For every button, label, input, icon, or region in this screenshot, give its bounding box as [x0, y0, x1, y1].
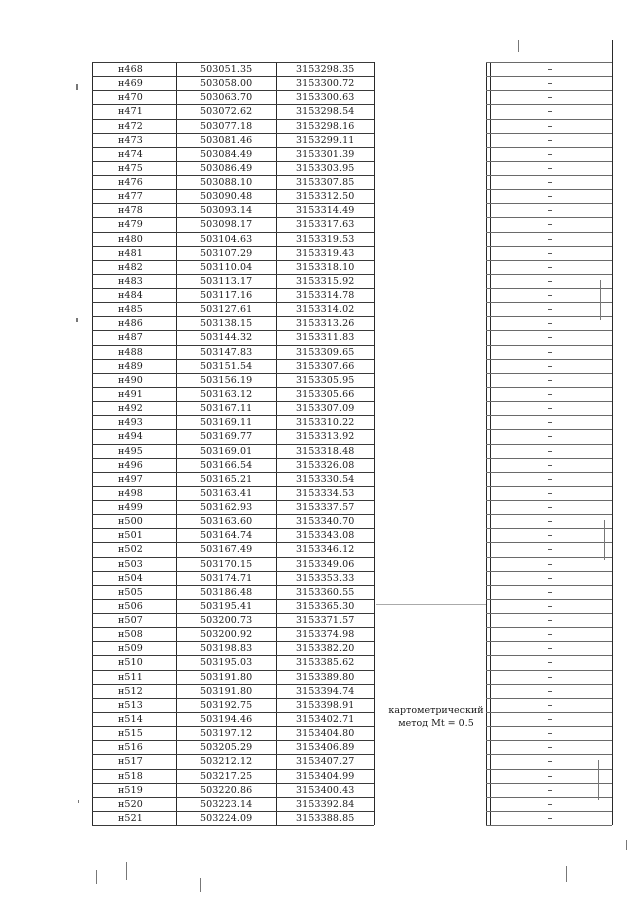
y-coordinate: 3153311.83 [296, 332, 355, 343]
point-id: н502 [118, 544, 143, 555]
point-id: н509 [118, 643, 143, 654]
y-coordinate: 3153330.54 [296, 474, 355, 485]
y-coordinate: 3153404.99 [296, 771, 355, 782]
x-coordinate: 503088.10 [200, 177, 253, 188]
point-id: н497 [118, 474, 143, 485]
y-coordinate: 3153398.91 [296, 700, 355, 711]
scan-artifact [76, 84, 78, 90]
right-column-row-rule [486, 288, 612, 289]
y-coordinate: 3153389.80 [296, 672, 355, 683]
row-dash-mark [548, 309, 552, 310]
y-coordinate: 3153301.39 [296, 149, 355, 160]
right-column-row-rule [486, 712, 612, 713]
y-coordinate: 3153307.09 [296, 403, 355, 414]
point-id: н513 [118, 700, 143, 711]
scan-artifact [604, 520, 605, 560]
right-column-row-rule [486, 76, 612, 77]
y-coordinate: 3153392.84 [296, 799, 355, 810]
method-line-1: картометрический [388, 705, 484, 716]
y-coordinate: 3153346.12 [296, 544, 355, 555]
y-coordinate: 3153314.78 [296, 290, 355, 301]
point-id: н505 [118, 587, 143, 598]
point-id: н472 [118, 121, 143, 132]
right-column-row-rule [486, 90, 612, 91]
row-dash-mark [548, 394, 552, 395]
x-coordinate: 503200.73 [200, 615, 253, 626]
table-vertical-rule [374, 62, 375, 825]
point-id: н469 [118, 78, 143, 89]
point-id: н492 [118, 403, 143, 414]
row-dash-mark [548, 422, 552, 423]
point-id: н486 [118, 318, 143, 329]
y-coordinate: 3153400.43 [296, 785, 355, 796]
right-column-row-rule [486, 359, 612, 360]
right-column-row-rule [486, 500, 612, 501]
row-dash-mark [548, 126, 552, 127]
y-coordinate: 3153298.16 [296, 121, 355, 132]
y-coordinate: 3153305.95 [296, 375, 355, 386]
right-column-row-rule [486, 345, 612, 346]
right-column-row-rule [486, 401, 612, 402]
row-dash-mark [548, 267, 552, 268]
y-coordinate: 3153313.26 [296, 318, 355, 329]
point-id: н516 [118, 742, 143, 753]
point-id: н493 [118, 417, 143, 428]
point-id: н475 [118, 163, 143, 174]
x-coordinate: 503051.35 [200, 64, 253, 75]
y-coordinate: 3153365.30 [296, 601, 355, 612]
row-dash-mark [548, 281, 552, 282]
right-column-row-rule [486, 655, 612, 656]
x-coordinate: 503163.60 [200, 516, 253, 527]
row-dash-mark [548, 154, 552, 155]
row-dash-mark [548, 352, 552, 353]
x-coordinate: 503200.92 [200, 629, 253, 640]
y-coordinate: 3153343.08 [296, 530, 355, 541]
y-coordinate: 3153312.50 [296, 191, 355, 202]
point-id: н508 [118, 629, 143, 640]
y-coordinate: 3153299.11 [296, 135, 355, 146]
scan-artifact [200, 878, 201, 892]
right-column-row-rule [486, 754, 612, 755]
right-column-row-rule [486, 811, 612, 812]
row-dash-mark [548, 634, 552, 635]
x-coordinate: 503224.09 [200, 813, 253, 824]
y-coordinate: 3153337.57 [296, 502, 355, 513]
right-column-row-rule [486, 316, 612, 317]
x-coordinate: 503072.62 [200, 106, 253, 117]
row-dash-mark [548, 578, 552, 579]
row-dash-mark [548, 210, 552, 211]
row-dash-mark [548, 733, 552, 734]
right-column-row-rule [486, 528, 612, 529]
scan-artifact [600, 280, 601, 320]
point-id: н489 [118, 361, 143, 372]
table-row-rule [92, 825, 374, 826]
row-dash-mark [548, 224, 552, 225]
row-dash-mark [548, 196, 552, 197]
row-dash-mark [548, 818, 552, 819]
right-column-row-rule [486, 698, 612, 699]
row-dash-mark [548, 549, 552, 550]
y-coordinate: 3153340.70 [296, 516, 355, 527]
x-coordinate: 503058.00 [200, 78, 253, 89]
right-column-row-rule [486, 415, 612, 416]
row-dash-mark [548, 719, 552, 720]
point-id: н468 [118, 64, 143, 75]
row-dash-mark [548, 111, 552, 112]
x-coordinate: 503174.71 [200, 573, 253, 584]
y-coordinate: 3153303.95 [296, 163, 355, 174]
right-column-row-rule [486, 387, 612, 388]
row-dash-mark [548, 662, 552, 663]
y-coordinate: 3153318.48 [296, 446, 355, 457]
scan-artifact [598, 760, 599, 800]
x-coordinate: 503117.16 [200, 290, 253, 301]
method-line-2: метод Mt = 0.5 [398, 718, 474, 729]
row-dash-mark [548, 83, 552, 84]
x-coordinate: 503081.46 [200, 135, 253, 146]
x-coordinate: 503169.01 [200, 446, 253, 457]
x-coordinate: 503156.19 [200, 375, 253, 386]
point-id: н521 [118, 813, 143, 824]
row-dash-mark [548, 168, 552, 169]
right-column-row-rule [486, 62, 612, 63]
right-column-row-rule [486, 373, 612, 374]
y-coordinate: 3153374.98 [296, 629, 355, 640]
row-dash-mark [548, 521, 552, 522]
y-coordinate: 3153307.66 [296, 361, 355, 372]
x-coordinate: 503205.29 [200, 742, 253, 753]
row-dash-mark [548, 366, 552, 367]
x-coordinate: 503194.46 [200, 714, 253, 725]
row-dash-mark [548, 295, 552, 296]
x-coordinate: 503113.17 [200, 276, 253, 287]
right-column-row-rule [486, 246, 612, 247]
point-id: н470 [118, 92, 143, 103]
row-dash-mark [548, 451, 552, 452]
x-coordinate: 503110.04 [200, 262, 253, 273]
y-coordinate: 3153349.06 [296, 559, 355, 570]
row-dash-mark [548, 479, 552, 480]
right-column-row-rule [486, 797, 612, 798]
method-column-divider [376, 604, 486, 605]
row-dash-mark [548, 592, 552, 593]
y-coordinate: 3153298.54 [296, 106, 355, 117]
point-id: н512 [118, 686, 143, 697]
right-column-row-rule [486, 825, 612, 826]
x-coordinate: 503138.15 [200, 318, 253, 329]
row-dash-mark [548, 606, 552, 607]
y-coordinate: 3153307.85 [296, 177, 355, 188]
right-column-row-rule [486, 769, 612, 770]
point-id: н474 [118, 149, 143, 160]
point-id: н517 [118, 756, 143, 767]
right-column-row-rule [486, 684, 612, 685]
scan-artifact [96, 870, 97, 884]
right-column-row-rule [486, 147, 612, 148]
y-coordinate: 3153317.63 [296, 219, 355, 230]
right-column-row-rule [486, 542, 612, 543]
point-id: н479 [118, 219, 143, 230]
right-column-row-rule [486, 571, 612, 572]
right-column-row-rule [486, 514, 612, 515]
x-coordinate: 503191.80 [200, 672, 253, 683]
point-id: н510 [118, 657, 143, 668]
y-coordinate: 3153315.92 [296, 276, 355, 287]
x-coordinate: 503147.83 [200, 347, 253, 358]
point-id: н500 [118, 516, 143, 527]
x-coordinate: 503170.15 [200, 559, 253, 570]
row-dash-mark [548, 337, 552, 338]
point-id: н503 [118, 559, 143, 570]
point-id: н482 [118, 262, 143, 273]
right-column-row-rule [486, 232, 612, 233]
y-coordinate: 3153353.33 [296, 573, 355, 584]
row-dash-mark [548, 761, 552, 762]
row-dash-mark [548, 691, 552, 692]
right-column-row-rule [486, 726, 612, 727]
x-coordinate: 503195.41 [200, 601, 253, 612]
right-column-row-rule [486, 203, 612, 204]
x-coordinate: 503098.17 [200, 219, 253, 230]
y-coordinate: 3153305.66 [296, 389, 355, 400]
point-id: н471 [118, 106, 143, 117]
right-column-row-rule [486, 104, 612, 105]
row-dash-mark [548, 97, 552, 98]
x-coordinate: 503165.21 [200, 474, 253, 485]
point-id: н477 [118, 191, 143, 202]
x-coordinate: 503166.54 [200, 460, 253, 471]
x-coordinate: 503198.83 [200, 643, 253, 654]
y-coordinate: 3153402.71 [296, 714, 355, 725]
point-id: н485 [118, 304, 143, 315]
point-id: н491 [118, 389, 143, 400]
point-id: н506 [118, 601, 143, 612]
right-column-row-rule [486, 613, 612, 614]
y-coordinate: 3153319.53 [296, 234, 355, 245]
x-coordinate: 503164.74 [200, 530, 253, 541]
right-column-row-rule [486, 189, 612, 190]
scan-artifact [626, 840, 627, 850]
point-id: н488 [118, 347, 143, 358]
right-column-row-rule [486, 486, 612, 487]
y-coordinate: 3153318.10 [296, 262, 355, 273]
point-id: н504 [118, 573, 143, 584]
scan-artifact [566, 866, 567, 882]
row-dash-mark [548, 747, 552, 748]
x-coordinate: 503063.70 [200, 92, 253, 103]
y-coordinate: 3153385.62 [296, 657, 355, 668]
y-coordinate: 3153404.80 [296, 728, 355, 739]
right-column-row-rule [486, 627, 612, 628]
x-coordinate: 503163.41 [200, 488, 253, 499]
point-id: н501 [118, 530, 143, 541]
right-column-row-rule [486, 217, 612, 218]
y-coordinate: 3153334.53 [296, 488, 355, 499]
x-coordinate: 503195.03 [200, 657, 253, 668]
right-column-row-rule [486, 557, 612, 558]
right-column-row-rule [486, 274, 612, 275]
x-coordinate: 503093.14 [200, 205, 253, 216]
row-dash-mark [548, 140, 552, 141]
row-dash-mark [548, 507, 552, 508]
x-coordinate: 503107.29 [200, 248, 253, 259]
x-coordinate: 503104.63 [200, 234, 253, 245]
scan-artifact [518, 40, 519, 52]
right-column-row-rule [486, 302, 612, 303]
scan-artifact [76, 318, 78, 322]
y-coordinate: 3153388.85 [296, 813, 355, 824]
scan-artifact [78, 800, 79, 803]
x-coordinate: 503197.12 [200, 728, 253, 739]
row-dash-mark [548, 620, 552, 621]
right-column-row-rule [486, 330, 612, 331]
x-coordinate: 503212.12 [200, 756, 253, 767]
y-coordinate: 3153298.35 [296, 64, 355, 75]
right-column-row-rule [486, 472, 612, 473]
x-coordinate: 503220.86 [200, 785, 253, 796]
method-note [384, 704, 488, 730]
right-column-row-rule [486, 783, 612, 784]
row-dash-mark [548, 677, 552, 678]
row-dash-mark [548, 465, 552, 466]
right-column-row-rule [486, 641, 612, 642]
point-id: н511 [118, 672, 143, 683]
point-id: н478 [118, 205, 143, 216]
point-id: н494 [118, 431, 143, 442]
y-coordinate: 3153382.20 [296, 643, 355, 654]
point-id: н519 [118, 785, 143, 796]
right-column-row-rule [486, 175, 612, 176]
row-dash-mark [548, 436, 552, 437]
x-coordinate: 503169.11 [200, 417, 253, 428]
x-coordinate: 503191.80 [200, 686, 253, 697]
point-id: н514 [118, 714, 143, 725]
x-coordinate: 503163.12 [200, 389, 253, 400]
point-id: н490 [118, 375, 143, 386]
right-column-row-rule [486, 161, 612, 162]
point-id: н487 [118, 332, 143, 343]
point-id: н496 [118, 460, 143, 471]
x-coordinate: 503186.48 [200, 587, 253, 598]
point-id: н499 [118, 502, 143, 513]
point-id: н520 [118, 799, 143, 810]
right-column-row-rule [486, 429, 612, 430]
y-coordinate: 3153326.08 [296, 460, 355, 471]
row-dash-mark [548, 648, 552, 649]
right-column-row-rule [486, 444, 612, 445]
x-coordinate: 503192.75 [200, 700, 253, 711]
right-column-row-rule [486, 133, 612, 134]
x-coordinate: 503127.61 [200, 304, 253, 315]
row-dash-mark [548, 408, 552, 409]
right-column-row-rule [486, 599, 612, 600]
y-coordinate: 3153300.72 [296, 78, 355, 89]
row-dash-mark [548, 323, 552, 324]
point-id: н518 [118, 771, 143, 782]
point-id: н473 [118, 135, 143, 146]
point-id: н495 [118, 446, 143, 457]
row-dash-mark [548, 776, 552, 777]
row-dash-mark [548, 253, 552, 254]
right-column-row-rule [486, 458, 612, 459]
x-coordinate: 503151.54 [200, 361, 253, 372]
x-coordinate: 503084.49 [200, 149, 253, 160]
scan-artifact [126, 862, 127, 880]
right-column-row-rule [486, 585, 612, 586]
y-coordinate: 3153394.74 [296, 686, 355, 697]
y-coordinate: 3153406.89 [296, 742, 355, 753]
y-coordinate: 3153319.43 [296, 248, 355, 259]
x-coordinate: 503086.49 [200, 163, 253, 174]
row-dash-mark [548, 239, 552, 240]
point-id: н515 [118, 728, 143, 739]
y-coordinate: 3153300.63 [296, 92, 355, 103]
row-dash-mark [548, 804, 552, 805]
y-coordinate: 3153360.55 [296, 587, 355, 598]
right-column-row-rule [486, 670, 612, 671]
point-id: н498 [118, 488, 143, 499]
row-dash-mark [548, 564, 552, 565]
y-coordinate: 3153314.49 [296, 205, 355, 216]
row-dash-mark [548, 182, 552, 183]
x-coordinate: 503144.32 [200, 332, 253, 343]
x-coordinate: 503167.11 [200, 403, 253, 414]
y-coordinate: 3153407.27 [296, 756, 355, 767]
row-dash-mark [548, 69, 552, 70]
x-coordinate: 503217.25 [200, 771, 253, 782]
row-dash-mark [548, 790, 552, 791]
y-coordinate: 3153309.65 [296, 347, 355, 358]
y-coordinate: 3153313.92 [296, 431, 355, 442]
right-column-row-rule [486, 119, 612, 120]
point-id: н507 [118, 615, 143, 626]
point-id: н476 [118, 177, 143, 188]
x-coordinate: 503090.48 [200, 191, 253, 202]
x-coordinate: 503077.18 [200, 121, 253, 132]
y-coordinate: 3153310.22 [296, 417, 355, 428]
row-dash-mark [548, 380, 552, 381]
point-id: н480 [118, 234, 143, 245]
x-coordinate: 503162.93 [200, 502, 253, 513]
point-id: н483 [118, 276, 143, 287]
x-coordinate: 503169.77 [200, 431, 253, 442]
right-column-row-rule [486, 260, 612, 261]
right-column-row-rule [486, 740, 612, 741]
row-dash-mark [548, 493, 552, 494]
point-id: н481 [118, 248, 143, 259]
row-dash-mark [548, 705, 552, 706]
point-id: н484 [118, 290, 143, 301]
y-coordinate: 3153314.02 [296, 304, 355, 315]
x-coordinate: 503223.14 [200, 799, 253, 810]
y-coordinate: 3153371.57 [296, 615, 355, 626]
right-column-right-rule [612, 40, 613, 825]
x-coordinate: 503167.49 [200, 544, 253, 555]
row-dash-mark [548, 535, 552, 536]
